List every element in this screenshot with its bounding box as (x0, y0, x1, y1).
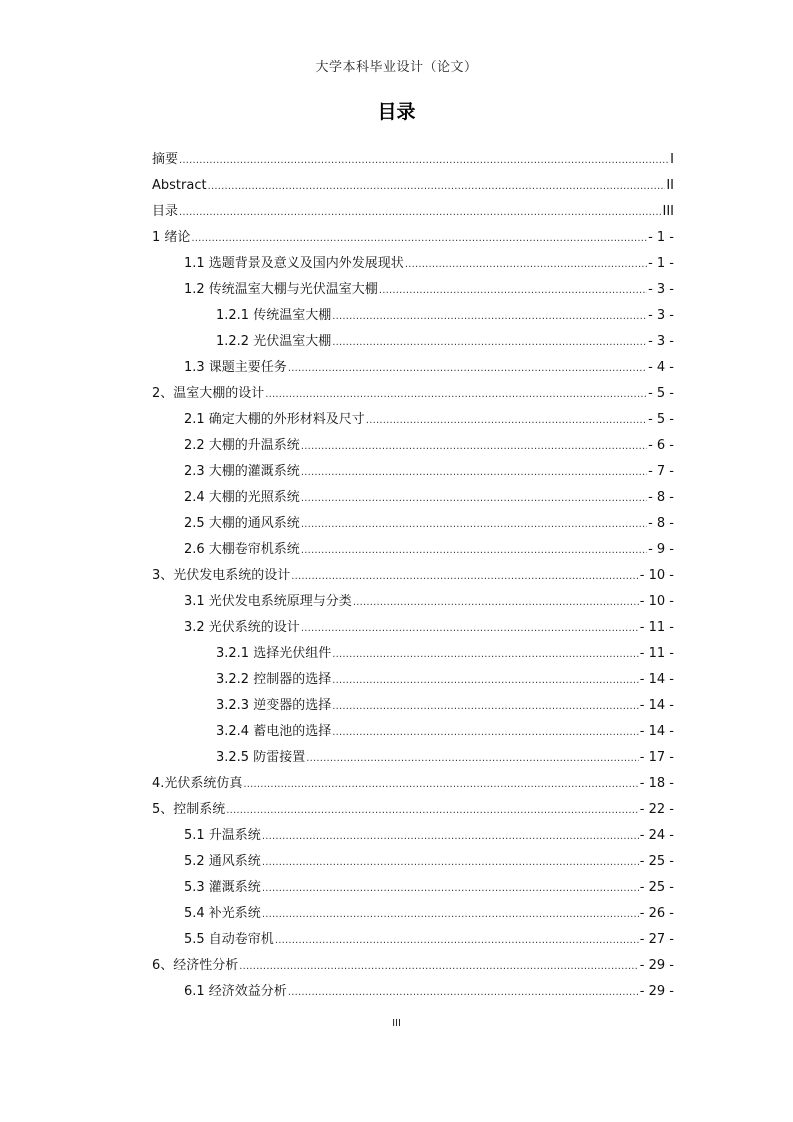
toc-dot-leader (353, 593, 639, 613)
toc-entry-page: - 29 - (639, 984, 674, 999)
toc-entry[interactable] (152, 150, 674, 176)
toc-dot-leader (288, 359, 647, 379)
toc-entry-page: - 11 - (639, 620, 674, 635)
toc-entry[interactable] (152, 488, 674, 514)
toc-dot-leader (301, 515, 647, 535)
toc-entry-page: - 1 - (648, 256, 674, 271)
toc-dot-leader (239, 957, 639, 977)
toc-dot-leader (179, 151, 669, 171)
toc-dot-leader (332, 333, 647, 353)
toc-entry-title: 2.6 大棚卷帘机系统 (184, 542, 300, 557)
toc-entry-page: - 11 - (639, 646, 674, 661)
toc-dot-leader (291, 567, 639, 587)
toc-entry-page: - 3 - (648, 334, 674, 349)
toc-entry-page: - 10 - (639, 594, 674, 609)
toc-entry[interactable] (152, 800, 674, 826)
toc-entry[interactable] (152, 826, 674, 852)
page-number: III (392, 1018, 401, 1029)
toc-entry[interactable] (152, 982, 674, 1008)
toc-entry-title: 3.2.2 控制器的选择 (216, 672, 332, 687)
toc-dot-leader (191, 229, 647, 249)
toc-dot-leader (275, 931, 639, 951)
toc-dot-leader (379, 281, 647, 301)
toc-entry-page: - 26 - (639, 906, 674, 921)
toc-entry-page: - 6 - (648, 438, 674, 453)
toc-entry[interactable] (152, 358, 674, 384)
toc-dot-leader (262, 827, 639, 847)
toc-entry[interactable] (152, 722, 674, 748)
toc-dot-leader (332, 723, 639, 743)
toc-entry[interactable] (152, 202, 674, 228)
toc-dot-leader (301, 437, 647, 457)
toc-dot-leader (262, 853, 639, 873)
toc-entry-title: 1 绪论 (152, 230, 191, 245)
toc-dot-leader (301, 489, 647, 509)
toc-entry-page: I (670, 152, 674, 167)
toc-dot-leader (301, 619, 639, 639)
toc-dot-leader (301, 541, 647, 561)
toc-entry-page: - 4 - (648, 360, 674, 375)
toc-entry[interactable] (152, 410, 674, 436)
toc-entry-page: - 17 - (639, 750, 674, 765)
toc-entry[interactable] (152, 514, 674, 540)
toc-entry[interactable] (152, 956, 674, 982)
toc-entry-page: - 25 - (639, 880, 674, 895)
toc-entry-page: - 7 - (648, 464, 674, 479)
toc-entry-title: 2.5 大棚的通风系统 (184, 516, 300, 531)
toc-entry[interactable] (152, 592, 674, 618)
toc-entry-title: 3、光伏发电系统的设计 (152, 568, 291, 583)
toc-dot-leader (332, 307, 647, 327)
toc-entry[interactable] (152, 280, 674, 306)
toc-entry-page: - 5 - (648, 386, 674, 401)
toc-entry-page: - 14 - (639, 698, 674, 713)
toc-dot-leader (179, 203, 661, 223)
toc-entry-title: 3.2.5 防雷接置 (216, 750, 306, 765)
toc-dot-leader (332, 645, 639, 665)
toc-entry[interactable] (152, 904, 674, 930)
toc-entry-page: - 8 - (648, 516, 674, 531)
toc-entry-page: - 10 - (639, 568, 674, 583)
toc-entry-page: II (666, 178, 674, 193)
toc-entry[interactable] (152, 306, 674, 332)
toc-entry-title: 3.2.1 选择光伏组件 (216, 646, 332, 661)
table-of-contents (152, 150, 674, 1008)
toc-dot-leader (208, 177, 666, 197)
toc-entry-title: 1.1 选题背景及意义及国内外发展现状 (184, 256, 404, 271)
toc-entry-page: - 3 - (648, 282, 674, 297)
toc-entry-page: - 18 - (639, 776, 674, 791)
toc-entry-title: 目录 (152, 204, 179, 219)
toc-entry[interactable] (152, 540, 674, 566)
toc-dot-leader (262, 905, 639, 925)
toc-entry[interactable] (152, 436, 674, 462)
toc-entry-title: 5.3 灌溉系统 (184, 880, 261, 895)
toc-entry-page: - 27 - (639, 932, 674, 947)
toc-entry[interactable] (152, 644, 674, 670)
toc-entry-title: 3.1 光伏发电系统原理与分类 (184, 594, 352, 609)
toc-entry-page: - 14 - (639, 724, 674, 739)
toc-entry-title: 1.2.1 传统温室大棚 (216, 308, 332, 323)
toc-entry-title: 2.2 大棚的升温系统 (184, 438, 300, 453)
toc-entry-page: - 29 - (639, 958, 674, 973)
toc-entry-page: - 8 - (648, 490, 674, 505)
toc-entry[interactable] (152, 748, 674, 774)
toc-entry-title: 1.2 传统温室大棚与光伏温室大棚 (184, 282, 378, 297)
toc-entry-title: 6.1 经济效益分析 (184, 984, 287, 999)
toc-entry-page: - 25 - (639, 854, 674, 869)
toc-entry-page: - 3 - (648, 308, 674, 323)
toc-entry[interactable] (152, 384, 674, 410)
toc-entry-title: 3.2.4 蓄电池的选择 (216, 724, 332, 739)
toc-entry[interactable] (152, 774, 674, 800)
toc-dot-leader (332, 697, 639, 717)
toc-dot-leader (306, 749, 639, 769)
toc-entry-title: 摘要 (152, 152, 179, 167)
toc-entry-title: 2.1 确定大棚的外形材料及尺寸 (184, 412, 365, 427)
toc-entry-title: 5.1 升温系统 (184, 828, 261, 843)
toc-entry-title: 4.光伏系统仿真 (152, 776, 243, 791)
toc-entry-title: 1.3 课题主要任务 (184, 360, 287, 375)
toc-dot-leader (366, 411, 647, 431)
toc-entry-page: - 14 - (639, 672, 674, 687)
toc-entry[interactable] (152, 228, 674, 254)
toc-entry-title: 6、经济性分析 (152, 958, 239, 973)
toc-entry[interactable] (152, 176, 674, 202)
toc-dot-leader (265, 385, 647, 405)
toc-dot-leader (405, 255, 647, 275)
toc-entry-page: - 22 - (639, 802, 674, 817)
toc-entry-title: 3.2.3 逆变器的选择 (216, 698, 332, 713)
toc-entry-title: 2.4 大棚的光照系统 (184, 490, 300, 505)
toc-entry-page: - 5 - (648, 412, 674, 427)
toc-entry-title: 2.3 大棚的灌溉系统 (184, 464, 300, 479)
toc-entry-page: - 9 - (648, 542, 674, 557)
toc-entry-page: - 1 - (648, 230, 674, 245)
toc-dot-leader (262, 879, 639, 899)
toc-entry[interactable] (152, 930, 674, 956)
toc-entry[interactable] (152, 618, 674, 644)
toc-dot-leader (226, 801, 639, 821)
toc-entry[interactable] (152, 254, 674, 280)
toc-entry[interactable] (152, 670, 674, 696)
page-header: 大学本科毕业设计（论文） (315, 60, 478, 75)
toc-entry-title: 5.2 通风系统 (184, 854, 261, 869)
page-title: 目录 (377, 101, 416, 123)
toc-entry-page: III (662, 204, 674, 219)
toc-entry-title: 3.2 光伏系统的设计 (184, 620, 300, 635)
toc-entry[interactable] (152, 566, 674, 592)
toc-entry[interactable] (152, 878, 674, 904)
toc-entry-title: Abstract (152, 178, 207, 193)
toc-dot-leader (301, 463, 647, 483)
toc-dot-leader (288, 983, 639, 1003)
toc-entry-title: 1.2.2 光伏温室大棚 (216, 334, 332, 349)
toc-entry-title: 2、温室大棚的设计 (152, 386, 265, 401)
toc-entry[interactable] (152, 696, 674, 722)
toc-entry-title: 5.4 补光系统 (184, 906, 261, 921)
toc-entry[interactable] (152, 462, 674, 488)
toc-entry[interactable] (152, 852, 674, 878)
toc-entry-page: - 24 - (639, 828, 674, 843)
toc-dot-leader (332, 671, 639, 691)
toc-dot-leader (243, 775, 638, 795)
toc-entry-title: 5.5 自动卷帘机 (184, 932, 274, 947)
toc-entry[interactable] (152, 332, 674, 358)
toc-entry-title: 5、控制系统 (152, 802, 226, 817)
